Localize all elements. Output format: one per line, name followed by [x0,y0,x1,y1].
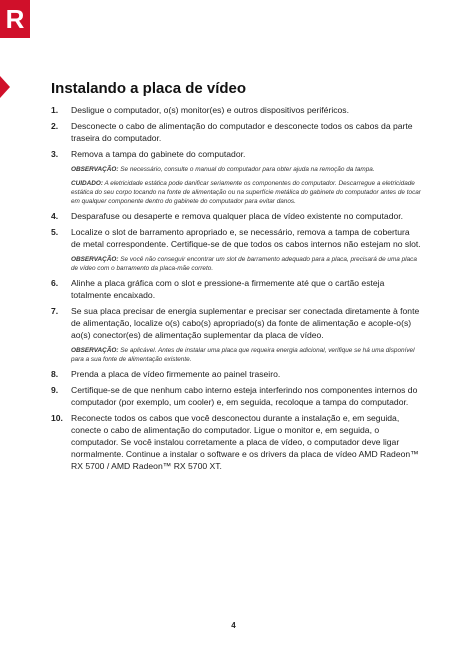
step-4 [51,210,421,222]
note-label: OBSERVAÇÃO: [71,256,119,263]
note-cuidado [71,179,421,206]
page-edge-marker [0,76,10,98]
note-observacao [71,255,421,273]
note-text: Se aplicável. Antes de instalar uma placa que requeira energia adicional, verifique se há uma disponível para a sua fonte de alimentação existente. [71,347,415,363]
step-number: 9. [51,385,59,395]
step-number: 1. [51,105,59,115]
step-text: Desparafuse ou desaperte e remova qualquer placa de vídeo existente no computador. [71,211,404,221]
step-7 [51,305,421,364]
step-9 [51,384,421,408]
note-label: OBSERVAÇÃO: [71,166,119,173]
step-text: Certifique-se de que nenhum cabo interno esteja interferindo nos componentes internos do computador (por exemplo, um cooler) e, em seguida, recoloque a tampa do computador. [71,385,418,407]
step-number: 6. [51,278,59,288]
page-number: 4 [231,621,236,630]
step-number: 5. [51,227,59,237]
step-3 [51,148,421,206]
step-text: Desligue o computador, o(s) monitor(es) e outros dispositivos periféricos. [71,105,349,115]
step-6 [51,277,421,301]
brand-logo [0,0,30,38]
logo-letter: R [5,4,25,34]
step-number: 10. [51,413,63,423]
page-title: Instalando a placa de vídeo [51,80,247,97]
step-number: 3. [51,149,59,159]
step-text: Se sua placa precisar de energia suplementar e precisar ser conectada diretamente à fonte de alimentação, localize o(s) cabo(s) apropriado(s) da fonte de alimentação e acople-o(s) ao(s) conector(es) de alimentação suplementar da placa de vídeo. [71,306,420,340]
main-content [51,80,421,476]
note-text: A eletricidade estática pode danificar seriamente os componentes do computador. Descarregue a eletricidade estática do seu corpo tocando na fonte de alimentação ou na superfície metálica do gabinete do computador antes de tocar em qualquer componente dentro do gabinete do computador para evitar danos. [71,180,421,205]
step-8 [51,368,421,380]
step-number: 2. [51,121,59,131]
step-text: Desconecte o cabo de alimentação do computador e desconecte todos os cabos da parte traseira do computador. [71,121,413,143]
step-text: Reconecte todos os cabos que você desconectou durante a instalação e, em seguida, conecte o cabo de alimentação do computador. Ligue o monitor e, em seguida, o computador. Se você instalou corretamente a placa de vídeo, o computador deve ligar normalmente. Continue a instalar o software e os drivers da placa de vídeo AMD Radeon™ RX 5700 / AMD Radeon™ RX 5700 XT. [71,413,419,471]
note-observacao [71,165,421,174]
note-text: Se necessário, consulte o manual do computador para obter ajuda na remoção da tampa. [120,166,375,173]
note-label: CUIDADO: [71,180,103,187]
step-5 [51,226,421,273]
step-10 [51,412,421,472]
step-number: 8. [51,369,59,379]
step-2 [51,120,421,144]
step-number: 7. [51,306,59,316]
note-text: Se você não conseguir encontrar um slot de barramento adequado para a placa, precisará de uma placa de vídeo com o barramento da placa-mãe correto. [71,256,417,272]
step-text: Alinhe a placa gráfica com o slot e pressione-a firmemente até que o cartão esteja totalmente encaixado. [71,278,385,300]
note-observacao [71,346,421,364]
step-number: 4. [51,211,59,221]
step-text: Prenda a placa de vídeo firmemente ao painel traseiro. [71,369,281,379]
step-text: Localize o slot de barramento apropriado e, se necessário, remova a tampa de cobertura de metal correspondente. Certifique-se de que todos os cabos internos não estejam no slot. [71,227,421,249]
note-label: OBSERVAÇÃO: [71,347,119,354]
step-1 [51,104,421,116]
step-text: Remova a tampa do gabinete do computador. [71,149,246,159]
